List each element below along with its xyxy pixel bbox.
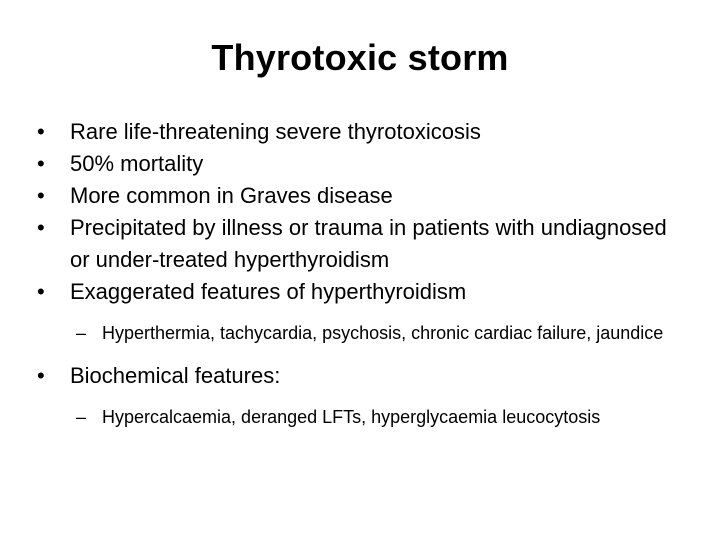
sub-bullet-list <box>70 404 676 430</box>
sub-bullet-item <box>70 404 676 430</box>
bullet-item <box>36 212 676 276</box>
bullet-text: Biochemical features: <box>70 363 281 388</box>
bullet-item <box>36 360 676 430</box>
bullet-icon: • <box>37 279 45 304</box>
bullet-item <box>36 276 676 346</box>
bullet-text: Rare life-threatening severe thyrotoxicosis <box>70 119 481 144</box>
bullet-item <box>36 116 676 148</box>
bullet-text: Precipitated by illness or trauma in patients with undiagnosed or under-treated hyperthyroidism <box>70 215 667 272</box>
bullet-icon: • <box>37 151 45 176</box>
bullet-icon: • <box>37 363 45 388</box>
bullet-icon: • <box>37 119 45 144</box>
sub-bullet-list <box>70 320 676 346</box>
bullet-item <box>36 148 676 180</box>
slide-body <box>36 116 676 444</box>
bullet-text: More common in Graves disease <box>70 183 393 208</box>
bullet-text: 50% mortality <box>70 151 204 176</box>
sub-bullet-text: Hypercalcaemia, deranged LFTs, hyperglycaemia leucocytosis <box>102 407 601 427</box>
bullet-icon: • <box>37 215 45 240</box>
sub-bullet-text: Hyperthermia, tachycardia, psychosis, chronic cardiac failure, jaundice <box>102 323 664 343</box>
dash-icon: – <box>76 323 87 343</box>
bullet-icon: • <box>37 183 45 208</box>
slide-title: Thyrotoxic storm <box>211 37 509 78</box>
bullet-text: Exaggerated features of hyperthyroidism <box>70 279 467 304</box>
dash-icon: – <box>76 407 87 427</box>
sub-bullet-item <box>70 320 676 346</box>
bullet-item <box>36 180 676 212</box>
bullet-list <box>36 116 676 430</box>
